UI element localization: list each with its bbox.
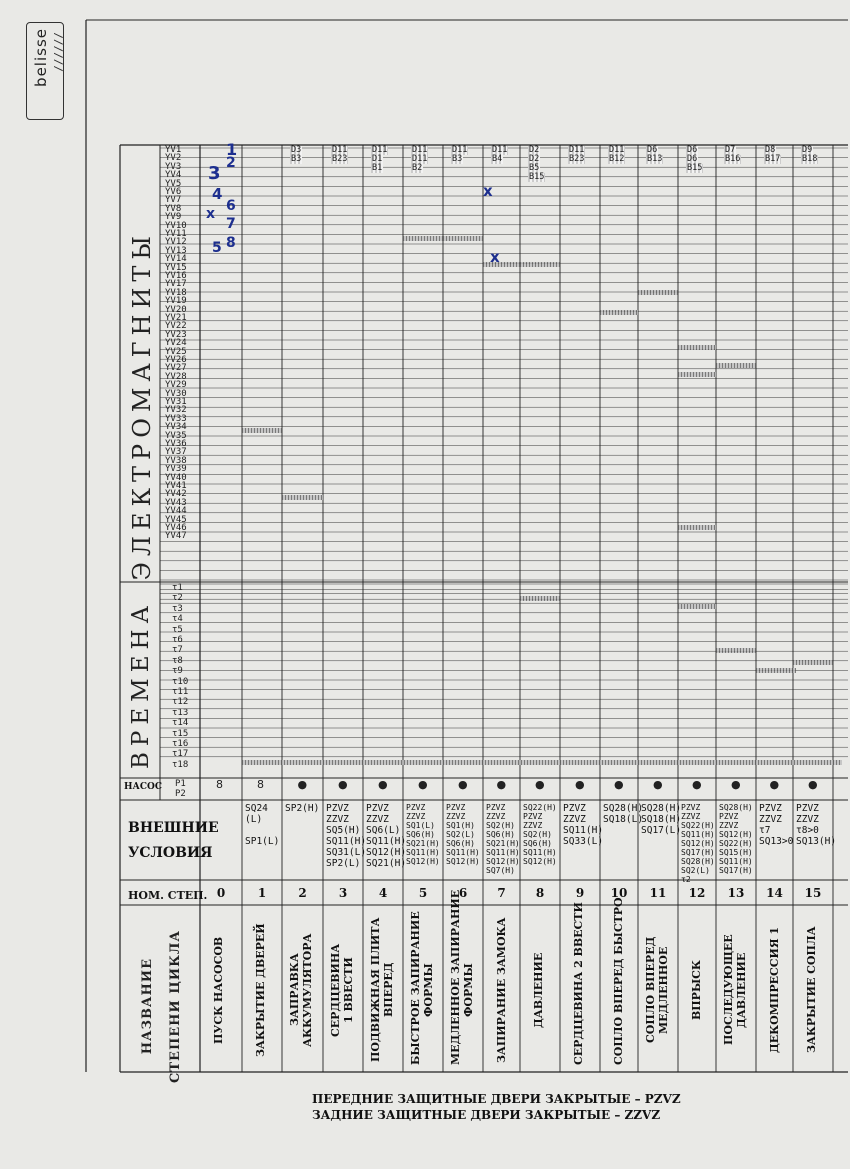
step-name: СЕРДЦЕВИНА 1 ВВЕСТИ (329, 943, 355, 1037)
column-tag: B17 (765, 154, 781, 164)
pump-indicator-icon: 8 (257, 778, 264, 791)
footnote-front-doors: ПЕРЕДНИЕ ЗАЩИТНЫЕ ДВЕРИ ЗАКРЫТЫЕ – PZVZ (312, 1092, 681, 1106)
external-conditions-label-2: УСЛОВИЯ (128, 845, 213, 861)
yv-row-label: YV36 (165, 439, 187, 449)
step-name: ВПРЫСК (690, 960, 703, 1020)
yv-row-label: YV14 (165, 254, 187, 265)
pump-row-label: P2 (175, 789, 186, 799)
column-tag: D11 (492, 145, 508, 155)
handwritten-mark-2: 2 (226, 155, 236, 171)
time-row-label: τ15 (172, 728, 189, 739)
column-tag: B4 (492, 154, 503, 164)
step-number: 13 (727, 886, 745, 900)
yv-row-label: YV46 (165, 523, 187, 533)
time-row-label: τ4 (172, 614, 183, 625)
yv-row-label: YV5 (165, 178, 182, 189)
yv-row-label: YV13 (165, 245, 187, 256)
yv-row-label: YV39 (165, 464, 187, 475)
step-number: 4 (378, 886, 388, 900)
yv-row-label: YV27 (165, 363, 187, 374)
active-cell-band (282, 495, 323, 500)
step-conditions: SQ22(H) PZVZ ZZVZ SQ2(H) SQ6(H) SQ11(H) SQ12(H) (523, 803, 557, 866)
yv-row-label: YV9 (165, 212, 182, 223)
active-cell-band (716, 363, 756, 368)
yv-row-label: YV10 (165, 220, 187, 231)
step-name-label-1: НАЗВАНИЕ (140, 958, 155, 1055)
step-name: ДЕКОМПРЕССИЯ 1 (768, 926, 781, 1054)
step-number: 15 (804, 886, 822, 900)
active-cell-band (483, 262, 520, 267)
yv-row-label: YV33 (165, 413, 187, 424)
yv-row-label: YV47 (165, 531, 187, 542)
pump-indicator-icon: ● (614, 778, 624, 791)
column-tag: B12 (609, 154, 625, 164)
active-cell-band (403, 236, 443, 241)
column-tag: B16 (725, 154, 741, 164)
step-number: 2 (298, 886, 307, 900)
column-tag: B15 (687, 163, 703, 173)
column-tag: B1 (372, 163, 383, 173)
column-tag: B2 (412, 163, 423, 173)
yv-row-label: YV2 (165, 153, 182, 164)
pump-indicator-icon: ● (378, 778, 388, 791)
yv-row-label: YV12 (165, 237, 187, 248)
column-tag: B18 (802, 154, 818, 164)
time-row-label: τ13 (172, 707, 189, 718)
column-tag: D11 (412, 145, 428, 155)
step-conditions: PZVZ ZZVZ SQ6(L) SQ11(H) SQ12(H) SQ21(H) (366, 803, 407, 869)
step-number: 6 (458, 886, 468, 900)
step-number: 11 (649, 886, 667, 900)
step-conditions: PZVZ ZZVZ SQ5(H) SQ11(H) SQ31(L) SP2(L) (326, 803, 367, 869)
step-conditions: SP2(H) (285, 803, 320, 814)
yv-row-label: YV25 (165, 346, 187, 357)
handwritten-mark-7: 7 (226, 216, 236, 232)
handwritten-mark-8: 8 (226, 235, 236, 251)
yv-row-label: YV16 (165, 271, 187, 281)
active-cell-band (600, 310, 638, 315)
step-name: ПУСК НАСОСОВ (212, 936, 225, 1044)
step-name: ЗАПИРАНИЕ ЗАМОКА (495, 917, 508, 1063)
step-number: 10 (610, 886, 628, 900)
step-conditions: PZVZ ZZVZ SQ2(H) SQ6(H) SQ21(H) SQ11(H) SQ12(H) SQ7(H) (486, 803, 520, 875)
step-number: 1 (257, 886, 267, 900)
handwritten-cross-2: x (483, 182, 493, 200)
handwritten-mark-3: 3 (208, 163, 221, 184)
time-row-label: τ3 (172, 603, 183, 614)
yv-row-label: YV7 (165, 195, 182, 206)
yv-row-label: YV29 (165, 380, 187, 391)
yv-row-label: YV17 (165, 279, 187, 290)
step-name: СОПЛО ВПЕРЕД БЫСТРО (612, 897, 625, 1065)
column-tag: B3 (291, 154, 302, 164)
yv-row-label: YV21 (165, 313, 187, 323)
active-cell-band (443, 236, 483, 241)
step-conditions: PZVZ ZZVZ τ7 SQ13>0 (759, 803, 794, 847)
handwritten-cross-3: x (490, 248, 500, 266)
handwritten-mark-1: 1 (226, 140, 238, 159)
step-name: БЫСТРОЕ ЗАПИРАНИЕ ФОРМЫ (409, 911, 435, 1065)
column-tag: B3 (452, 154, 463, 164)
electromagnets-label: ЭЛЕКТРОМАГНИТЫ (128, 230, 156, 581)
active-cell-band (242, 428, 282, 433)
pump-indicator-icon: ● (297, 778, 308, 791)
column-tag: D9 (802, 145, 813, 155)
time-row-label: τ6 (172, 635, 183, 645)
yv-row-label: YV32 (165, 405, 187, 416)
time-row-label: τ2 (172, 593, 183, 604)
pump-indicator-icon: ● (458, 778, 468, 791)
step-conditions: PZVZ ZZVZ SQ11(H) SQ33(L) (563, 803, 604, 847)
step-conditions: PZVZ ZZVZ τ8>0 SQ13(H) (796, 803, 837, 847)
step-number: 5 (418, 886, 428, 900)
column-tag: B13 (647, 154, 663, 164)
active-cell-band (756, 668, 796, 673)
step-name: ПОСЛЕДУЮЩЕЕ ДАВЛЕНИЕ (722, 934, 748, 1046)
active-cell-band (678, 525, 716, 530)
external-conditions-label-1: ВНЕШНИЕ (128, 820, 219, 836)
column-tag: D11 (372, 145, 388, 155)
step-number: 9 (575, 886, 585, 900)
active-cell-band (678, 345, 716, 350)
yv-row-label: YV8 (165, 203, 182, 214)
column-tag: D11 (609, 145, 625, 155)
column-tag: D11 (569, 145, 585, 155)
yv-row-label: YV37 (165, 447, 187, 458)
step-name: ЗАКРЫТИЕ СОПЛА (805, 926, 818, 1054)
column-tag: B5 (529, 163, 540, 173)
yv-row-label: YV22 (165, 321, 187, 332)
yv-row-label: YV45 (165, 514, 187, 525)
yv-row-label: YV6 (165, 187, 182, 197)
yv-row-label: YV40 (165, 472, 187, 483)
handwritten-mark-4: 4 (212, 185, 223, 203)
column-tag: D8 (765, 145, 776, 155)
column-tag: D2 (529, 154, 540, 164)
step-conditions: PZVZ ZZVZ SQ22(H) SQ11(H) SQ12(H) SQ17(H) SQ28(H) SQ2(L) τ2 (681, 803, 715, 884)
pump-indicator-icon: ● (731, 778, 741, 791)
column-tag: B23 (332, 154, 348, 164)
pump-indicator-icon: ● (575, 778, 585, 791)
handwritten-mark-6: 6 (226, 198, 236, 214)
step-number-label: НОМ. СТЕП. (128, 889, 208, 902)
time-row-label: τ9 (172, 666, 183, 677)
yv-row-label: YV43 (165, 497, 187, 508)
step-name: ЗАКРЫТИЕ ДВЕРЕЙ (254, 923, 267, 1057)
active-cell-band (716, 648, 756, 653)
handwritten-mark-5: 5 (212, 240, 222, 256)
step-conditions (203, 803, 241, 879)
step-conditions: SQ24 (L) SP1(L) (245, 803, 280, 847)
column-tag: D6 (687, 145, 698, 155)
step-name: ДАВЛЕНИЕ (532, 952, 545, 1028)
active-cell-band (678, 604, 716, 609)
time-row-label: τ17 (172, 749, 189, 760)
pump-indicator-icon: ● (653, 778, 663, 791)
pump-indicator-icon: ● (418, 778, 428, 791)
step-name: СЕРДЦЕВИНА 2 ВВЕСТИ (572, 902, 585, 1065)
yv-row-label: YV1 (165, 145, 182, 155)
column-tag: D2 (529, 145, 540, 155)
step-conditions: SQ28(H) PZVZ ZZVZ SQ12(H) SQ22(H) SQ15(H) SQ11(H) SQ17(H) (719, 803, 753, 875)
column-tag: B15 (529, 172, 545, 182)
yv-row-label: YV23 (165, 329, 187, 340)
pump-row-label: P1 (175, 779, 186, 789)
step-number: 14 (766, 886, 783, 900)
yv-row-label: YV30 (165, 388, 187, 399)
yv-row-label: YV20 (165, 304, 187, 315)
step-number: 12 (688, 886, 706, 900)
yv-row-label: YV44 (165, 506, 187, 517)
time-row-label: τ16 (172, 739, 189, 749)
pump-indicator-icon: ● (808, 778, 818, 791)
yv-row-label: YV38 (165, 455, 187, 466)
column-tag: D6 (647, 145, 658, 155)
active-cell-band (520, 262, 560, 267)
pump-indicator-icon: ● (769, 778, 780, 791)
step-conditions: PZVZ ZZVZ SQ1(L) SQ6(H) SQ21(H) SQ11(H) SQ12(H) (406, 803, 440, 866)
yv-row-label: YV41 (165, 481, 187, 491)
step-name: СОПЛО ВПЕРЕД МЕДЛЕННОЕ (644, 936, 670, 1044)
yv-row-label: YV24 (165, 338, 187, 349)
logo-marks: ////// (52, 32, 65, 72)
step-name-label-2: СТЕПЕНИ ЦИКЛА (168, 930, 183, 1083)
step-number: 8 (535, 886, 545, 900)
time-row-label: τ12 (172, 697, 189, 708)
active-cell-band (638, 290, 678, 295)
step-name: ПОДВИЖНАЯ ПЛИТА ВПЕРЕД (369, 917, 395, 1063)
yv-row-label: YV15 (165, 262, 187, 273)
time-row-label: τ14 (172, 718, 189, 729)
yv-row-label: YV19 (165, 296, 187, 307)
footnote-rear-doors: ЗАДНИЕ ЗАЩИТНЫЕ ДВЕРИ ЗАКРЫТЫЕ – ZZVZ (312, 1108, 661, 1122)
yv-row-label: YV11 (165, 229, 187, 239)
handwritten-cross-1: x (206, 206, 216, 222)
time-row-label: τ1 (172, 583, 183, 593)
yv-row-label: YV28 (165, 371, 187, 382)
time-row-label: τ7 (172, 645, 183, 656)
yv-row-label: YV34 (165, 422, 187, 433)
yv-row-label: YV3 (165, 161, 182, 172)
logo-text: belisse (32, 28, 50, 87)
column-tag: B23 (569, 154, 585, 164)
column-tag: D11 (412, 154, 428, 164)
active-cell-band (678, 372, 716, 377)
column-tag: D3 (291, 145, 302, 155)
step-number: 3 (338, 886, 348, 900)
active-cell-band (520, 596, 560, 601)
times-label: ВРЕМЕНА (128, 600, 154, 769)
pump-indicator-icon: ● (692, 778, 702, 791)
step-name: МЕДЛЕННОЕ ЗАПИРАНИЕ ФОРМЫ (449, 889, 475, 1065)
time-row-label: τ11 (172, 687, 189, 697)
step-number: 0 (216, 886, 226, 900)
column-tag: D6 (687, 154, 698, 164)
pump-indicator-icon: ● (496, 778, 507, 791)
active-cell-band (793, 660, 833, 665)
yv-row-label: YV35 (165, 430, 187, 441)
active-cell-band (242, 760, 842, 765)
yv-row-label: YV42 (165, 489, 187, 500)
pump-indicator-icon: ● (535, 778, 545, 791)
step-conditions: PZVZ ZZVZ SQ1(H) SQ2(L) SQ6(H) SQ11(H) SQ12(H) (446, 803, 480, 866)
pump-indicator-icon: ● (338, 778, 348, 791)
yv-row-label: YV26 (165, 355, 187, 365)
column-tag: D7 (725, 145, 736, 155)
step-name: ЗАПРАВКА АККУМУЛЯТОРА (288, 933, 314, 1047)
time-row-label: τ18 (172, 759, 189, 770)
pump-indicator-icon: 8 (216, 778, 223, 791)
column-tag: D11 (452, 145, 468, 155)
column-tag: D1 (372, 154, 383, 164)
step-conditions: SQ28(H) SQ18(H) SQ17(L) (641, 803, 682, 836)
column-tag: D11 (332, 145, 348, 155)
step-conditions: SQ28(H) SQ18(L) (603, 803, 644, 825)
time-row-label: τ10 (172, 676, 189, 687)
time-row-label: τ8 (172, 655, 183, 666)
yv-row-label: YV31 (165, 397, 187, 407)
yv-row-label: YV18 (165, 287, 187, 298)
yv-row-label: YV4 (165, 170, 182, 181)
time-row-label: τ5 (172, 624, 183, 635)
step-number: 7 (497, 886, 506, 900)
pump-label: НАСОС (124, 782, 162, 792)
